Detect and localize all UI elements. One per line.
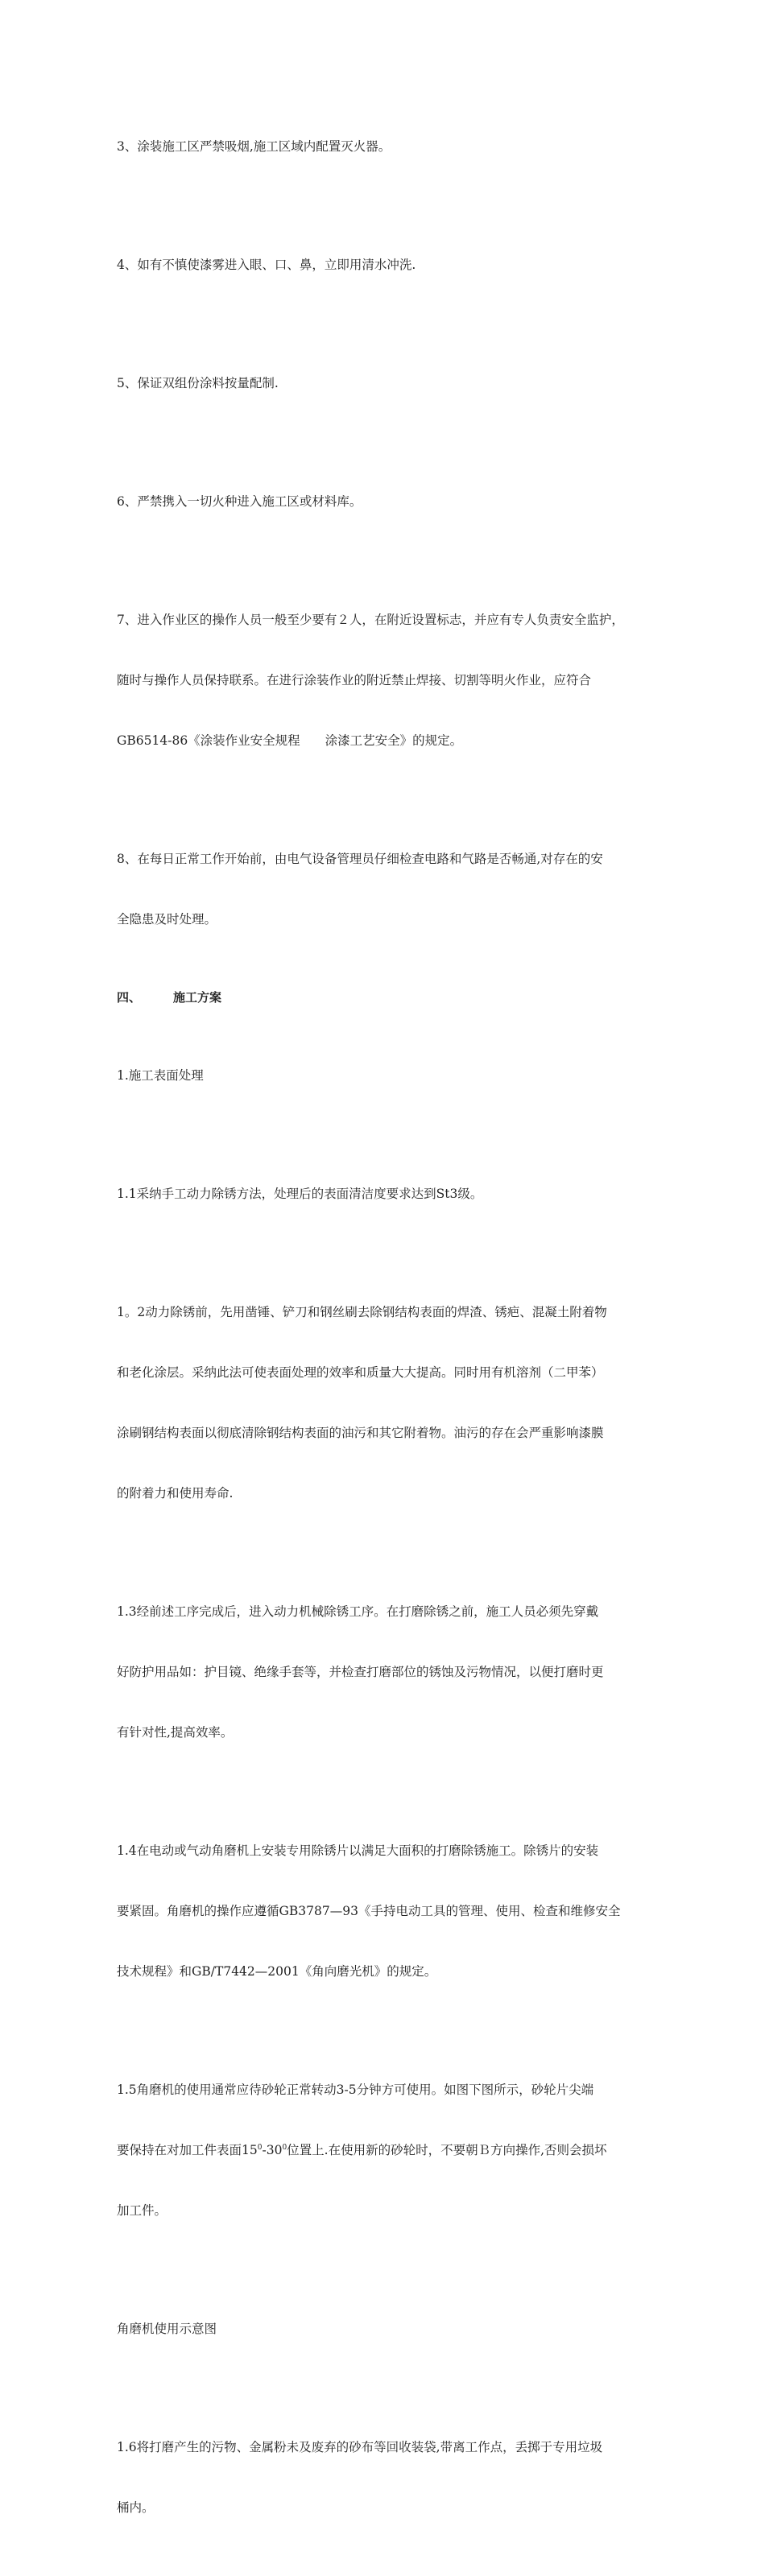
paragraph-item-6	[117, 452, 658, 552]
figure-caption	[117, 2279, 658, 2380]
text-line: 要紧固。角磨机的操作应遵循GB3787—93《手持电动工具的管理、使用、检查和维修安全	[117, 1904, 621, 1918]
degree-mark: 0	[257, 2144, 263, 2152]
paragraph-1-2	[117, 1262, 658, 1544]
text-line: 1.1采纳手工动力除锈方法，处理后的表面清洁度要求达到St3级。	[117, 1187, 483, 1201]
text-line: 1.施工表面处理	[117, 1068, 204, 1083]
text-line: 全隐患及时处理。	[117, 912, 217, 927]
paragraph-1-4	[117, 1801, 658, 2022]
paragraph-item-3	[117, 97, 658, 197]
text-line: 1.5角磨机的使用通常应待砂轮正常转动3-5分钟方可使用。如图下图所示，砂轮片尖端	[117, 2083, 594, 2097]
text-line: 涂刷钢结构表面以彻底清除钢结构表面的油污和其它附着物。油污的存在会严重影响漆膜	[117, 1426, 604, 1440]
text-line: 8、在每日正常工作开始前，由电气设备管理员仔细检查电路和气路是否畅通,对存在的安	[117, 852, 603, 866]
paragraph-item-8	[117, 809, 658, 970]
text-line: 有针对性,提高效率。	[117, 1725, 234, 1740]
text-line: 好防护用品如：护目镜、绝缘手套等，并检查打磨部位的锈蚀及污物情况，以便打磨时更	[117, 1665, 604, 1679]
text-line: 1.4在电动或气动角磨机上安装专用除锈片以满足大面积的打磨除锈施工。除锈片的安装	[117, 1843, 599, 1858]
section-number: 四、	[117, 990, 142, 1005]
section-title: 施工方案	[173, 990, 222, 1005]
paragraph-1-5	[117, 2040, 658, 2261]
text-line: 5、保证双组份涂料按量配制.	[117, 376, 279, 390]
degree-mark: 0	[282, 2144, 287, 2152]
paragraph-item-7	[117, 570, 658, 791]
paragraph-1-6	[117, 2397, 658, 2558]
text-segment: 要保持在对加工件表面15	[117, 2143, 258, 2157]
text-line: 的附着力和使用寿命.	[117, 1486, 234, 1501]
text-line: 7、进入作业区的操作人员一般至少要有２人，在附近设置标志，并应有专人负责安全监护，	[117, 613, 624, 627]
text-line: 6、严禁携入一切火种进入施工区或材料库。	[117, 494, 362, 509]
text-line: 随时与操作人员保持联系。在进行涂装作业的附近禁止焊接、切割等明火作业，应符合	[117, 673, 592, 687]
text-segment: 位置上.在使用新的砂轮时，不要朝Ｂ方向操作,否则会损坏	[287, 2143, 607, 2157]
text-line: 1。2动力除锈前，先用凿锤、铲刀和钢丝刷去除钢结构表面的焊渣、锈疤、混凝土附着物	[117, 1305, 607, 1319]
text-line-with-degrees	[117, 2140, 658, 2161]
text-line: 加工件。	[117, 2203, 167, 2218]
text-line: 角磨机使用示意图	[117, 2322, 217, 2336]
text-line: GB6514-86《涂装作业安全规程 涂漆工艺安全》的规定。	[117, 733, 463, 748]
text-line: 4、如有不慎使漆雾进入眼、口、鼻，立即用清水冲洗.	[117, 258, 416, 272]
text-line: 1.3经前述工序完成后，进入动力机械除锈工序。在打磨除锈之前，施工人员必须先穿戴	[117, 1604, 599, 1619]
paragraph-1-1	[117, 1144, 658, 1245]
section-heading	[117, 988, 658, 1008]
paragraph-item-4	[117, 215, 658, 316]
document-body	[117, 97, 658, 2576]
text-line: 3、涂装施工区严禁吸烟,施工区域内配置灭火器。	[117, 139, 391, 154]
text-segment: -30	[262, 2143, 283, 2157]
text-line: 桶内。	[117, 2500, 155, 2515]
text-line: 1.6将打磨产生的污物、金属粉未及废弃的砂布等回收装袋,带离工作点，丢掷于专用垃圾	[117, 2440, 603, 2454]
text-line: 和老化涂层。采纳此法可使表面处理的效率和质量大大提高。同时用有机溶剂（二甲苯）	[117, 1365, 604, 1380]
text-line: 技术规程》和GB/T7442—2001《角向磨光机》的规定。	[117, 1964, 437, 1979]
subsection-title	[117, 1026, 658, 1126]
paragraph-1-3	[117, 1562, 658, 1783]
paragraph-item-5	[117, 333, 658, 434]
